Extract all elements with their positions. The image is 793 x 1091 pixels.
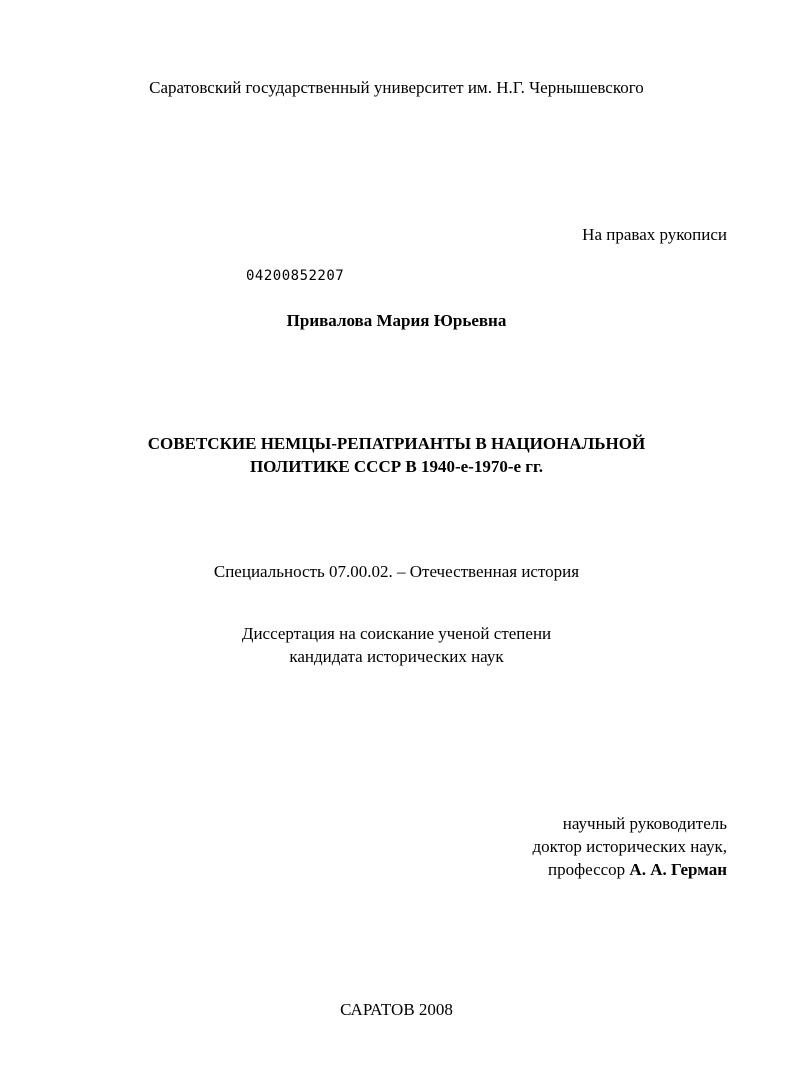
- supervisor-rank: профессор: [547, 860, 626, 879]
- supervisor-name: А. А. Герман: [629, 860, 727, 879]
- supervisor-block: [532, 812, 727, 881]
- city-year: САРАТОВ 2008: [340, 1000, 453, 1019]
- supervisor-degree: доктор исторических наук,: [532, 837, 727, 856]
- university-name: Саратовский государственный университет им. Н.Г. Чернышевского: [149, 78, 644, 97]
- degree-line-2: кандидата исторических наук: [289, 647, 504, 666]
- manuscript-note: На правах рукописи: [582, 225, 727, 244]
- degree-statement: [0, 622, 793, 668]
- title-line-2: ПОЛИТИКЕ СССР В 1940-е-1970-е гг.: [249, 457, 544, 476]
- supervisor-rank-line: [532, 858, 727, 881]
- degree-line-1: Диссертация на соискание ученой степени: [241, 624, 552, 643]
- supervisor-role: научный руководитель: [562, 814, 727, 833]
- author-name: Привалова Мария Юрьевна: [286, 311, 507, 330]
- inventory-number: 04200852207: [246, 268, 345, 284]
- specialty: Специальность 07.00.02. – Отечественная история: [213, 562, 580, 581]
- title-line-1: СОВЕТСКИЕ НЕМЦЫ-РЕПАТРИАНТЫ В НАЦИОНАЛЬНОЙ: [147, 434, 646, 453]
- dissertation-title: [0, 432, 793, 478]
